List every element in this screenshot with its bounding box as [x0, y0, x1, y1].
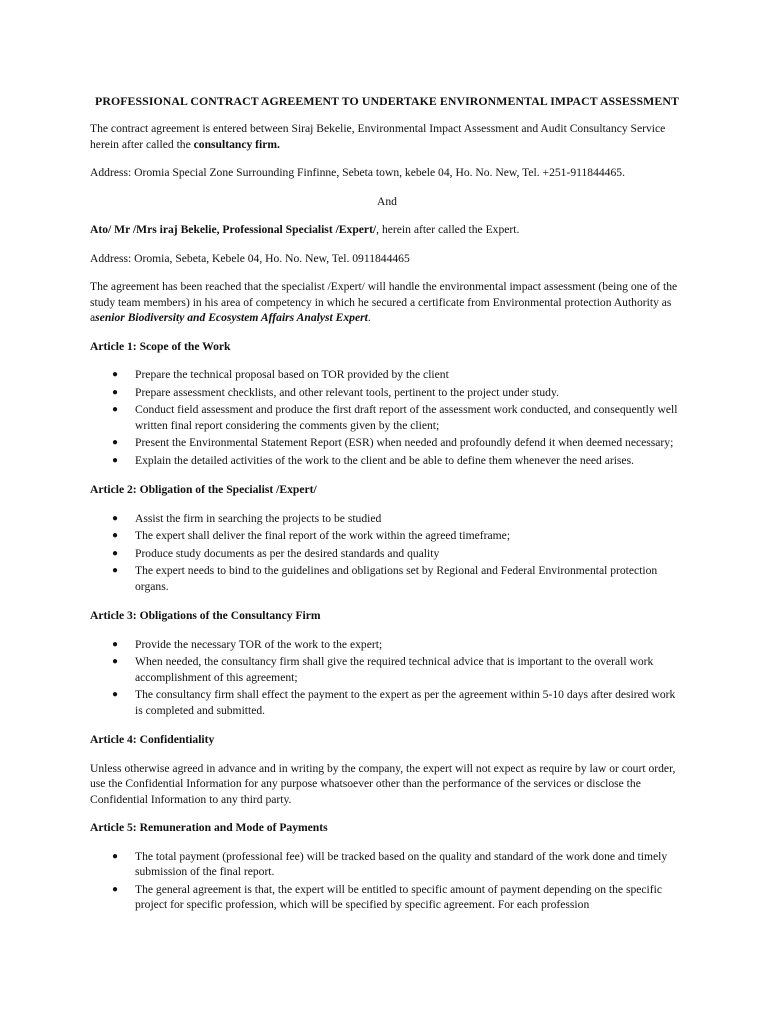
article-1-heading: Article 1: Scope of the Work [90, 339, 231, 353]
intro-paragraph [90, 121, 684, 152]
bullet-icon: ● [112, 530, 119, 541]
address-firm: Address: Oromia Special Zone Surrounding Finfinne, Sebeta town, kebele 04, Ho. No. New, Tel. +251-911844465. [90, 166, 625, 179]
list-item [90, 453, 684, 469]
article-5-heading: Article 5: Remuneration and Mode of Payments [90, 821, 328, 834]
bullet-icon: ● [112, 404, 119, 415]
agreement-paragraph [90, 279, 684, 326]
bullet-icon: ● [112, 883, 119, 895]
list-item [90, 402, 684, 433]
party-expert [90, 222, 684, 238]
list-item-text: Prepare the technical proposal based on TOR provided by the client [135, 368, 449, 381]
article-3-list [90, 637, 684, 719]
bullet-icon: ● [112, 437, 119, 448]
list-item-text: Conduct field assessment and produce the first draft report of the assessment work conducted, and consequently well written final report considering the comments given by the client; [135, 403, 678, 432]
list-item-text: The expert shall deliver the final report of the work within the agreed timeframe; [135, 529, 511, 542]
list-item-text: Present the Environmental Statement Report (ESR) when needed and profoundly defend it when deemed necessary; [135, 436, 674, 449]
article-3-heading: Article 3: Obligations of the Consultancy Firm [90, 609, 321, 622]
bullet-icon: ● [112, 638, 119, 650]
document-title: PROFESSIONAL CONTRACT AGREEMENT TO UNDERTAKE ENVIRONMENTAL IMPACT ASSESSMENT [95, 94, 679, 108]
article-4-heading: Article 4: Confidentiality [90, 733, 215, 746]
list-item [90, 367, 684, 383]
list-item-text: The consultancy firm shall effect the payment to the expert as per the agreement within 5-10 days after desired work is completed and submitted. [135, 688, 676, 717]
bullet-icon: ● [112, 547, 119, 559]
bullet-icon: ● [112, 689, 119, 700]
document-body [90, 94, 684, 927]
party-expert-text: , herein after called the Expert. [376, 223, 520, 236]
party-expert-name: Ato/ Mr /Mrs iraj Bekelie, Professional Specialist /Expert/ [90, 223, 377, 236]
list-item [90, 687, 684, 718]
list-item-text: When needed, the consultancy firm shall give the required technical advice that is important to the overall work accomplishment of this agreement; [135, 655, 654, 684]
list-item [90, 528, 684, 544]
list-item-text: The expert needs to bind to the guidelines and obligations set by Regional and Federal Environmental protection organs. [135, 564, 658, 593]
bullet-icon: ● [112, 656, 119, 667]
list-item-text: The total payment (professional fee) will be tracked based on the quality and standard of the work done and timely submission of the final report. [135, 849, 668, 878]
bullet-icon: ● [112, 386, 119, 398]
article-1-list [90, 367, 684, 468]
list-item [90, 511, 684, 527]
address-expert: Address: Oromia, Sebeta, Kebele 04, Ho. No. New, Tel. 0911844465 [90, 251, 410, 265]
article-2-list [90, 511, 684, 595]
list-item-text: Produce study documents as per the desired standards and quality [135, 546, 440, 560]
list-item [90, 654, 684, 685]
article-2-heading: Article 2: Obligation of the Specialist /Expert/ [90, 483, 317, 496]
list-item [90, 435, 684, 451]
article-5-list [90, 849, 684, 913]
list-item-text: Provide the necessary TOR of the work to the expert; [135, 637, 383, 651]
list-item [90, 637, 684, 653]
bullet-icon: ● [112, 454, 119, 466]
list-item-text: Explain the detailed activities of the work to the client and be able to define them whenever the need arises. [135, 453, 634, 467]
agreement-end: . [367, 311, 371, 324]
intro-bold: consultancy firm. [193, 137, 280, 151]
article-4-paragraph: Unless otherwise agreed in advance and in writing by the company, the expert will not expect as require by law or court order, use the Confidential Information for any purpose whatsoever other than the performance of the services or disclose the Confidential Information to any third party. [90, 761, 676, 806]
bullet-icon: ● [112, 565, 119, 576]
and-separator: And [377, 194, 397, 208]
list-item [90, 882, 684, 913]
list-item [90, 849, 684, 880]
list-item [90, 546, 684, 562]
list-item-text: Prepare assessment checklists, and other relevant tools, pertinent to the project under study. [135, 385, 559, 399]
list-item [90, 385, 684, 401]
bullet-icon: ● [112, 369, 119, 380]
agreement-title: senior Biodiversity and Ecosystem Affairs Analyst Expert [95, 311, 368, 324]
agreement-text: The agreement has been reached that the specialist /Expert/ will handle the environmental impact assessment (being one of the study team members) in his area of competency in which he secured a certificate from Environmental protection Authority as a [90, 280, 678, 324]
list-item-text: The general agreement is that, the expert will be entitled to specific amount of payment depending on the specific project for specific profession, which will be specified by specific agreement. For each profession [135, 882, 663, 911]
list-item-text: Assist the firm in searching the projects to be studied [135, 511, 382, 525]
intro-text: The contract agreement is entered between Siraj Bekelie, Environmental Impact Assessment and Audit Consultancy Service herein after called the [90, 122, 666, 151]
bullet-icon: ● [112, 512, 119, 524]
bullet-icon: ● [112, 850, 119, 862]
list-item [90, 563, 684, 594]
